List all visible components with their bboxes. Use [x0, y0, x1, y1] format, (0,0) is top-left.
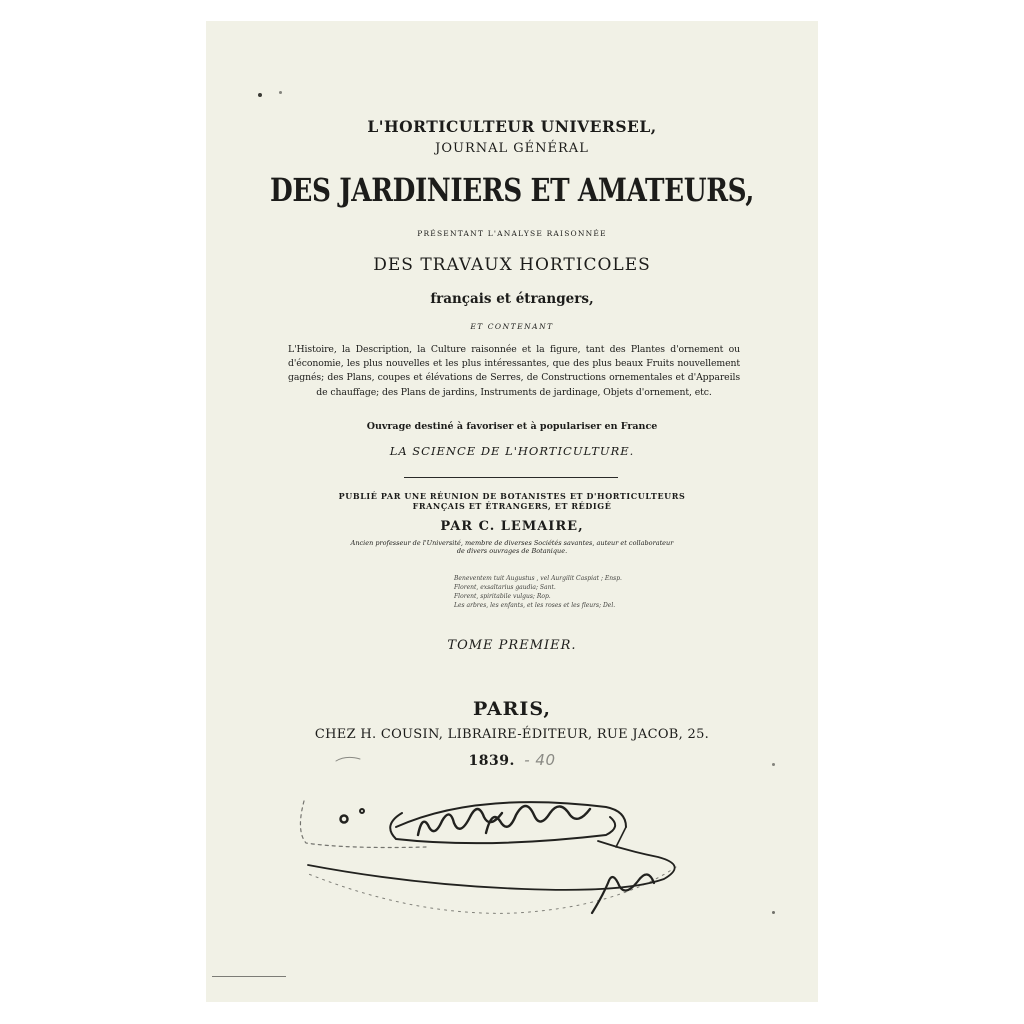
- contents-description: L'Histoire, la Description, la Culture raisonnée et la figure, tant des Plantes d'ornement ou d'économie, les plus nouvelles et les plus intéressantes, que des plus beaux Fruits nouvellement gagnés; des Plans, coupes et élévations de Serres, de Constructions ornementales et d'Appareils de chauffage; des Plans de jardins, Instruments de jardinage, Objets d'ornement, etc.: [288, 344, 740, 398]
- journal-subtitle: JOURNAL GÉNÉRAL: [435, 141, 589, 156]
- title-page: [206, 21, 818, 1002]
- city: PARIS,: [473, 698, 551, 720]
- origin-line: français et étrangers,: [430, 291, 594, 307]
- epigraph-line: Florent, spiritabile vulgus; Rop.: [454, 593, 551, 600]
- travaux-line: DES TRAVAUX HORTICOLES: [373, 255, 651, 275]
- signature-drawing: [206, 21, 818, 1002]
- imprint: CHEZ H. COUSIN, LIBRAIRE-ÉDITEUR, RUE JACOB, 25.: [314, 727, 710, 742]
- purpose-line: Ouvrage destiné à favoriser et à populariser en France: [366, 421, 658, 432]
- epigraph-line: Les arbres, les enfants, et les roses et les fleurs; Del.: [454, 602, 616, 609]
- presenting-line: PRÉSENTANT L'ANALYSE RAISONNÉE: [417, 229, 607, 238]
- author-note-line: Ancien professeur de l'Université, membre de diverses Sociétés savantes, auteur et collaborateur: [350, 539, 674, 547]
- margin-mark: [212, 976, 286, 977]
- main-title: DES JARDINIERS ET AMATEURS,: [270, 171, 754, 209]
- publication-year: 1839.: [468, 753, 515, 769]
- epigraph-line: Beneventem tuit Augustus , vel Aurgilit Caspiat ; Ensp.: [454, 575, 622, 582]
- containing-line: ET CONTENANT: [470, 322, 554, 331]
- publisher-line: PUBLIÉ PAR UNE RÉUNION DE BOTANISTES ET D'HORTICULTEURS: [338, 491, 686, 501]
- year-annotation: - 40: [524, 751, 556, 769]
- journal-title: L'HORTICULTEUR UNIVERSEL,: [367, 117, 657, 136]
- volume-label: TOME PREMIER.: [447, 638, 577, 653]
- publisher-line: FRANÇAIS ET ÉTRANGERS, ET RÉDIGÉ: [412, 501, 612, 511]
- science-line: LA SCIENCE DE L'HORTICULTURE.: [389, 444, 635, 458]
- author-line: PAR C. LEMAIRE,: [440, 519, 584, 534]
- author-note-line: de divers ouvrages de Botanique.: [456, 547, 568, 555]
- epigraph-line: Florent, exsaltarius gaudia; Sant.: [454, 584, 556, 591]
